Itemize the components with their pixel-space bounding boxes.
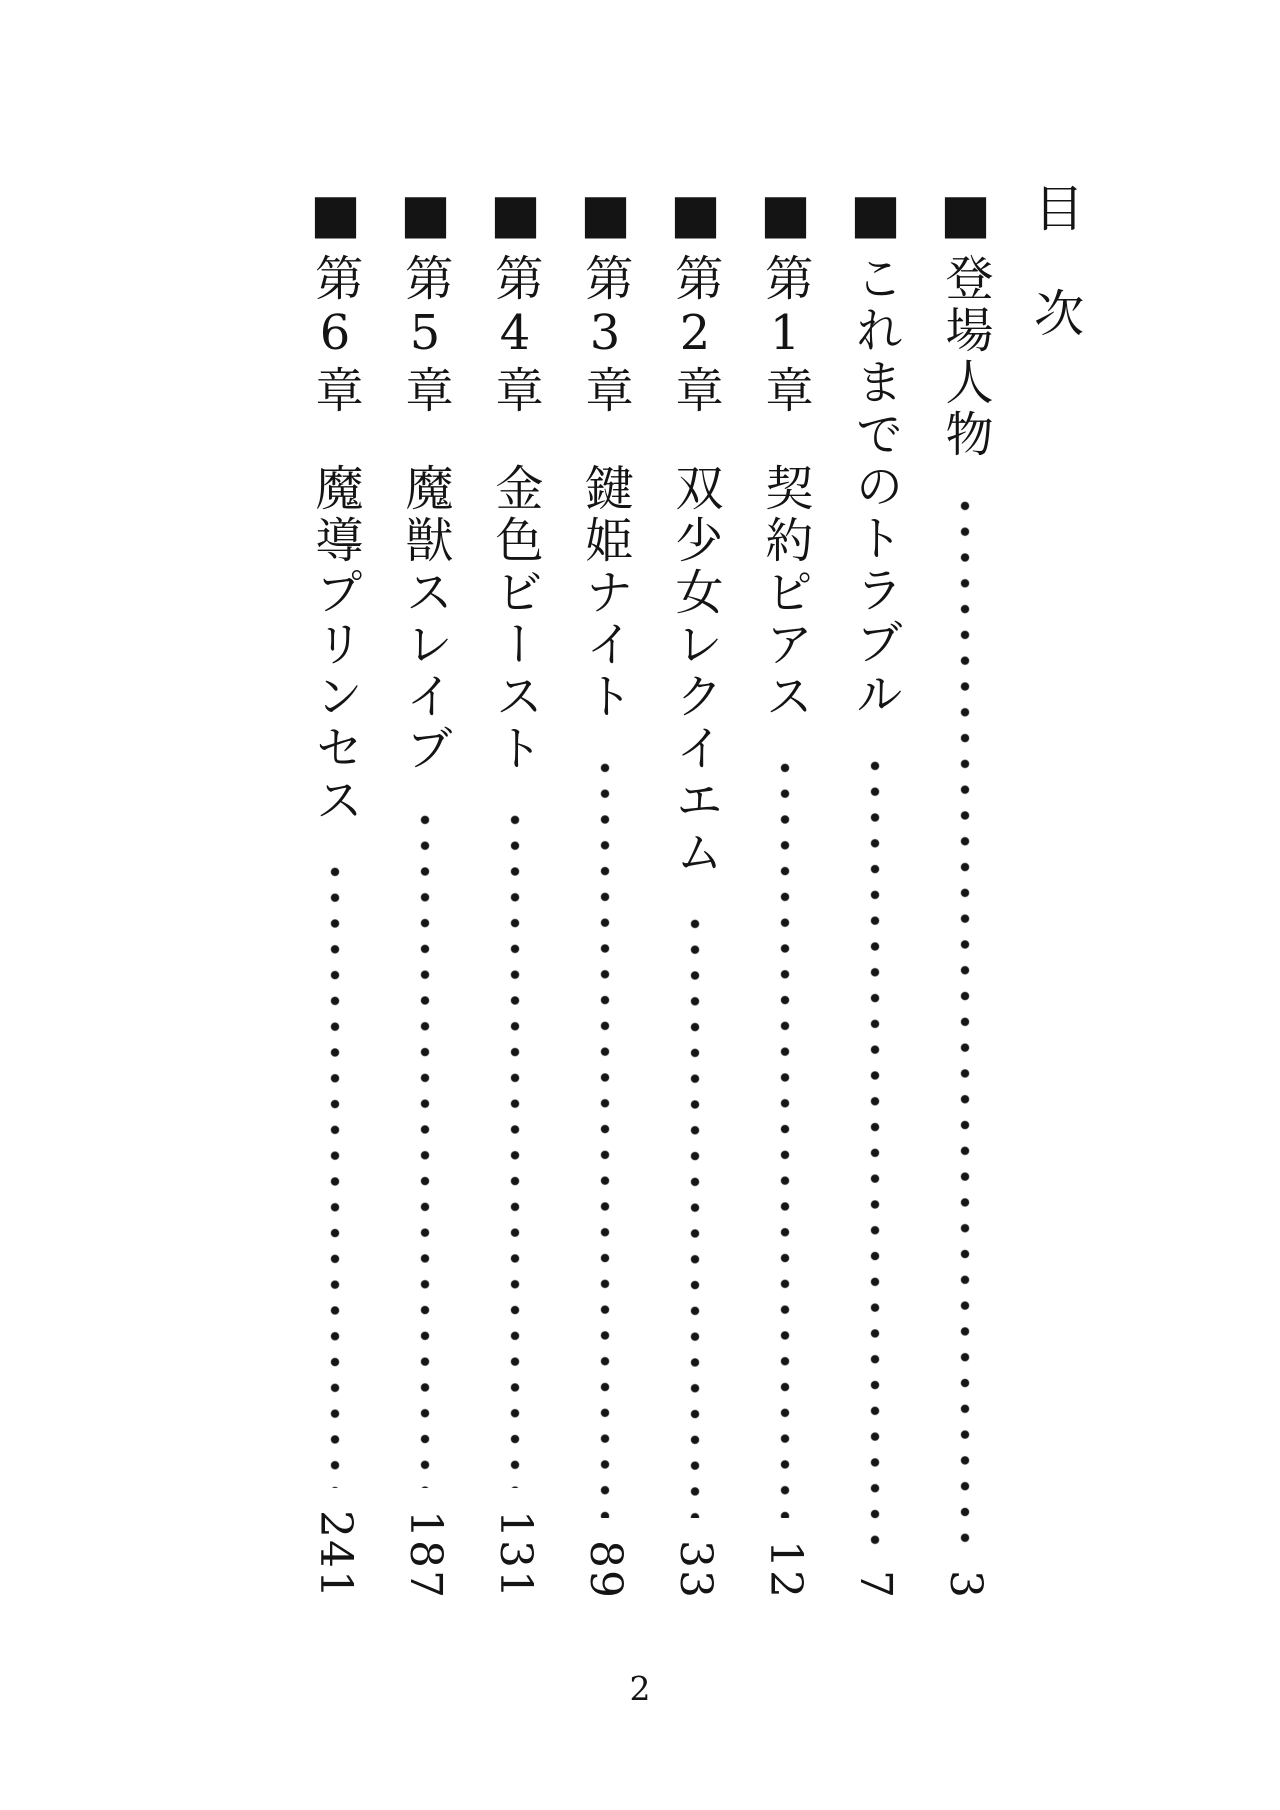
toc-entry-page: 187 bbox=[400, 1510, 451, 1600]
black-square-icon: ■ bbox=[574, 182, 637, 245]
toc-entry bbox=[560, 182, 650, 1600]
toc-entry bbox=[650, 182, 740, 1600]
toc-entry-chapter: 第3章 bbox=[577, 253, 633, 417]
dot-leader bbox=[470, 807, 560, 1488]
toc-entry-page: 131 bbox=[490, 1510, 541, 1600]
toc-entry-page: 12 bbox=[760, 1540, 811, 1600]
dot-leader bbox=[560, 755, 650, 1518]
dot-leader bbox=[650, 911, 740, 1518]
toc-entry bbox=[920, 182, 1010, 1600]
toc-entry bbox=[470, 182, 560, 1600]
page-title bbox=[1010, 182, 1100, 1600]
toc-entry-chapter: 第2章 bbox=[667, 253, 723, 417]
dot-leader bbox=[290, 859, 380, 1488]
toc-entry-label: 双少女レクイエム bbox=[667, 463, 723, 879]
dot-leader bbox=[920, 493, 1010, 1548]
toc-entry bbox=[740, 182, 830, 1600]
black-square-icon: ■ bbox=[484, 182, 547, 245]
toc-entry-chapter: 第6章 bbox=[307, 253, 363, 417]
black-square-icon: ■ bbox=[754, 182, 817, 245]
toc-entry-label: 金色ビースト bbox=[487, 463, 543, 775]
toc-entry-chapter: 第5章 bbox=[397, 253, 453, 417]
black-square-icon: ■ bbox=[934, 182, 997, 245]
toc-entry-label: これまでのトラブル bbox=[847, 253, 903, 721]
toc-entry-page: 7 bbox=[850, 1570, 901, 1600]
page-number: 2 bbox=[629, 1669, 651, 1708]
toc-block bbox=[290, 182, 1100, 1600]
toc-entry-chapter: 第1章 bbox=[757, 253, 813, 417]
toc-entry bbox=[380, 182, 470, 1600]
toc-entry bbox=[290, 182, 380, 1600]
black-square-icon: ■ bbox=[844, 182, 907, 245]
toc-entry-label: 登場人物 bbox=[937, 253, 993, 461]
page-title-text: 目次 bbox=[1026, 182, 1084, 392]
toc-entry-page: 33 bbox=[670, 1540, 721, 1600]
toc-entry-chapter: 第4章 bbox=[487, 253, 543, 417]
toc-entry-page: 89 bbox=[580, 1540, 631, 1600]
toc-entry-label: 魔獣スレイブ bbox=[397, 463, 453, 775]
toc-entry-page: 3 bbox=[940, 1570, 991, 1600]
black-square-icon: ■ bbox=[664, 182, 727, 245]
toc-entry bbox=[830, 182, 920, 1600]
black-square-icon: ■ bbox=[394, 182, 457, 245]
dot-leader bbox=[830, 753, 920, 1548]
dot-leader bbox=[740, 755, 830, 1518]
dot-leader bbox=[380, 807, 470, 1488]
toc-entry-label: 契約ピアス bbox=[757, 463, 813, 723]
toc-entry-page: 241 bbox=[310, 1510, 361, 1600]
toc-entry-label: 鍵姫ナイト bbox=[577, 463, 633, 723]
black-square-icon: ■ bbox=[304, 182, 367, 245]
toc-entry-label: 魔導プリンセス bbox=[307, 463, 363, 827]
